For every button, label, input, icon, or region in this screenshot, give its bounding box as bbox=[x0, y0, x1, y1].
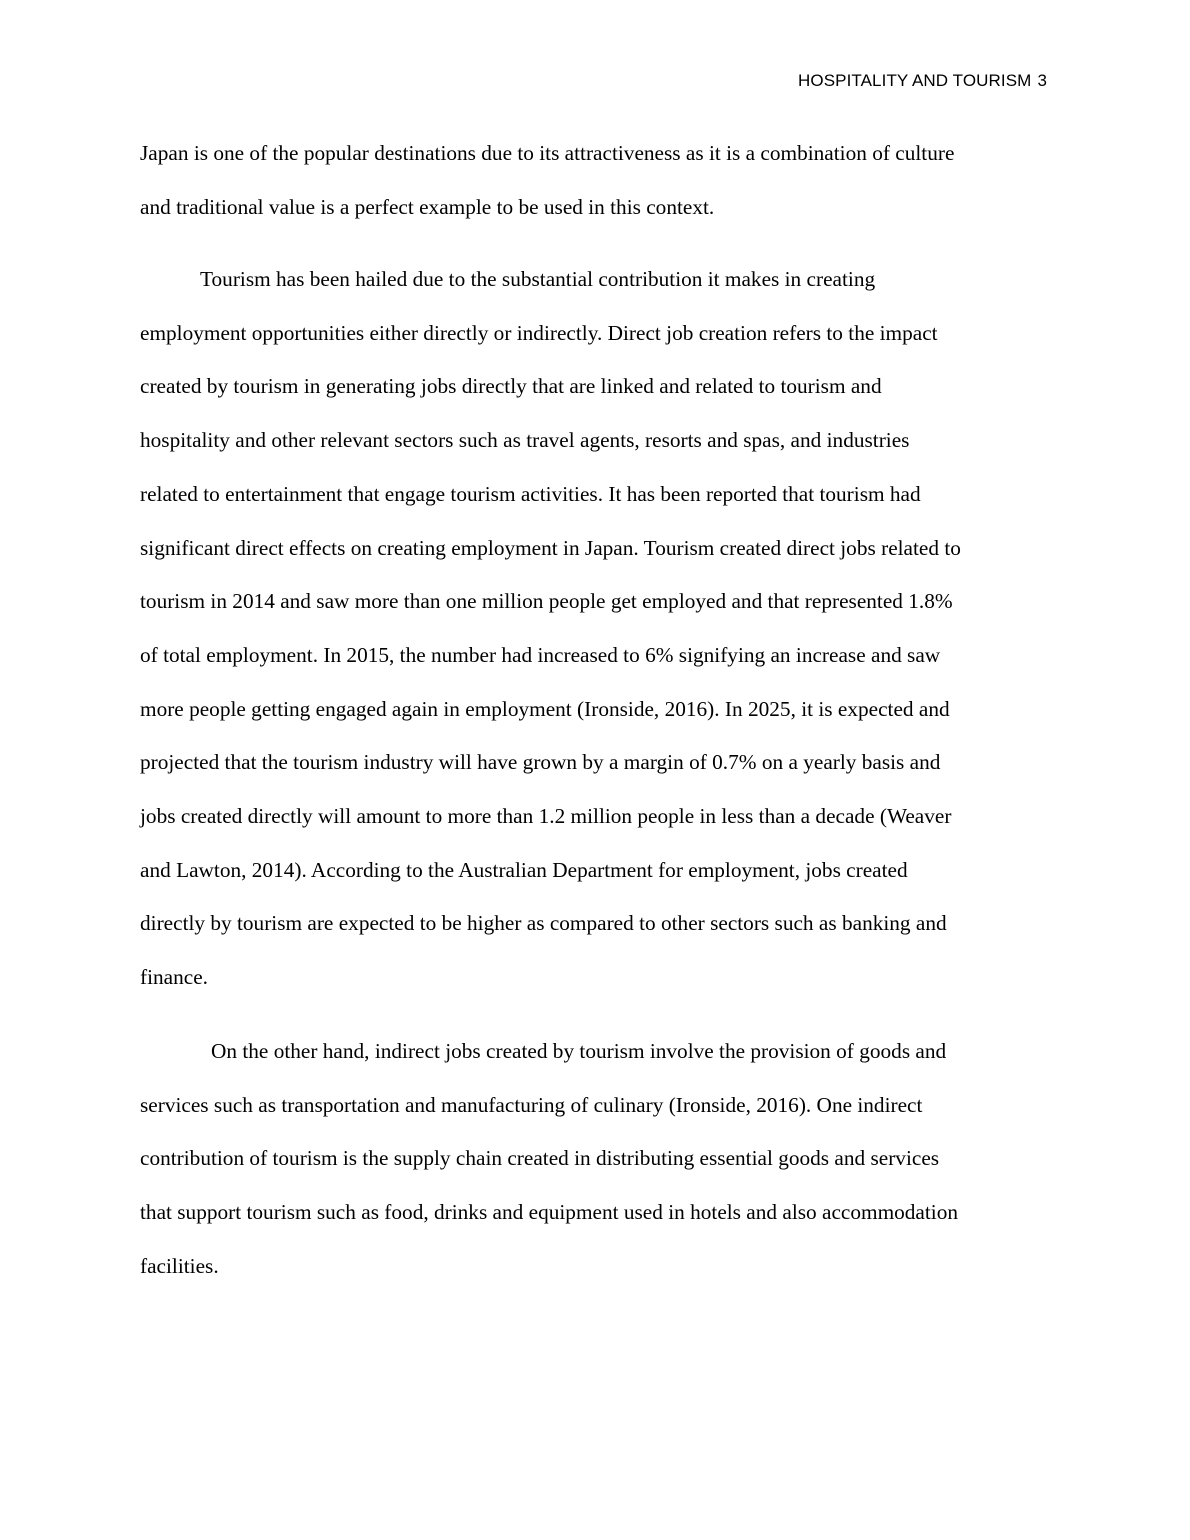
paragraph-line: Tourism has been hailed due to the substantial contribution it makes in creating bbox=[200, 267, 876, 291]
paragraph-line: significant direct effects on creating employment in Japan. Tourism created direct jobs related to bbox=[140, 535, 961, 560]
paragraph-line: finance. bbox=[140, 965, 208, 990]
paragraph-line: that support tourism such as food, drinks and equipment used in hotels and also accommodation bbox=[140, 1200, 959, 1225]
paragraph-line: contribution of tourism is the supply chain created in distributing essential goods and services bbox=[140, 1146, 940, 1171]
paragraph-line: created by tourism in generating jobs directly that are linked and related to tourism and bbox=[140, 374, 882, 399]
paragraph-line: services such as transportation and manufacturing of culinary (Ironside, 2016). One indirect bbox=[140, 1092, 923, 1117]
paragraph-line: of total employment. In 2015, the number had increased to 6% signifying an increase and saw bbox=[140, 642, 941, 667]
page-number: 3 bbox=[1037, 71, 1047, 90]
paragraph-line: employment opportunities either directly or indirectly. Direct job creation refers to the impact bbox=[140, 320, 938, 345]
paragraph-line: related to entertainment that engage tourism activities. It has been reported that tourism had bbox=[140, 481, 921, 506]
paragraph-line: directly by tourism are expected to be higher as compared to other sectors such as banking and bbox=[140, 911, 947, 936]
paragraph-line: projected that the tourism industry will have grown by a margin of 0.7% on a yearly basis and bbox=[140, 750, 941, 775]
paragraph-2 bbox=[140, 253, 1045, 1005]
paragraph-3 bbox=[140, 1025, 1045, 1294]
paragraph-line: and Lawton, 2014). According to the Australian Department for employment, jobs created bbox=[140, 857, 908, 882]
paragraph-line: hospitality and other relevant sectors such as travel agents, resorts and spas, and industries bbox=[140, 428, 910, 453]
paragraph-line: Japan is one of the popular destinations due to its attractiveness as it is a combination of culture bbox=[140, 141, 955, 165]
running-head-title: HOSPITALITY AND TOURISM bbox=[798, 71, 1032, 90]
paragraph-line: On the other hand, indirect jobs created by tourism involve the provision of goods and bbox=[211, 1039, 947, 1063]
paragraph-line: more people getting engaged again in employment (Ironside, 2016). In 2025, it is expected and bbox=[140, 696, 950, 721]
paragraph-line: jobs created directly will amount to more than 1.2 million people in less than a decade (Weaver bbox=[140, 804, 952, 829]
running-head bbox=[798, 71, 1047, 91]
paragraph-1 bbox=[140, 127, 1045, 234]
paragraph-line: facilities. bbox=[140, 1253, 219, 1278]
paragraph-line: tourism in 2014 and saw more than one million people get employed and that represented 1.8% bbox=[140, 589, 953, 614]
paragraph-line: and traditional value is a perfect example to be used in this context. bbox=[140, 194, 715, 219]
